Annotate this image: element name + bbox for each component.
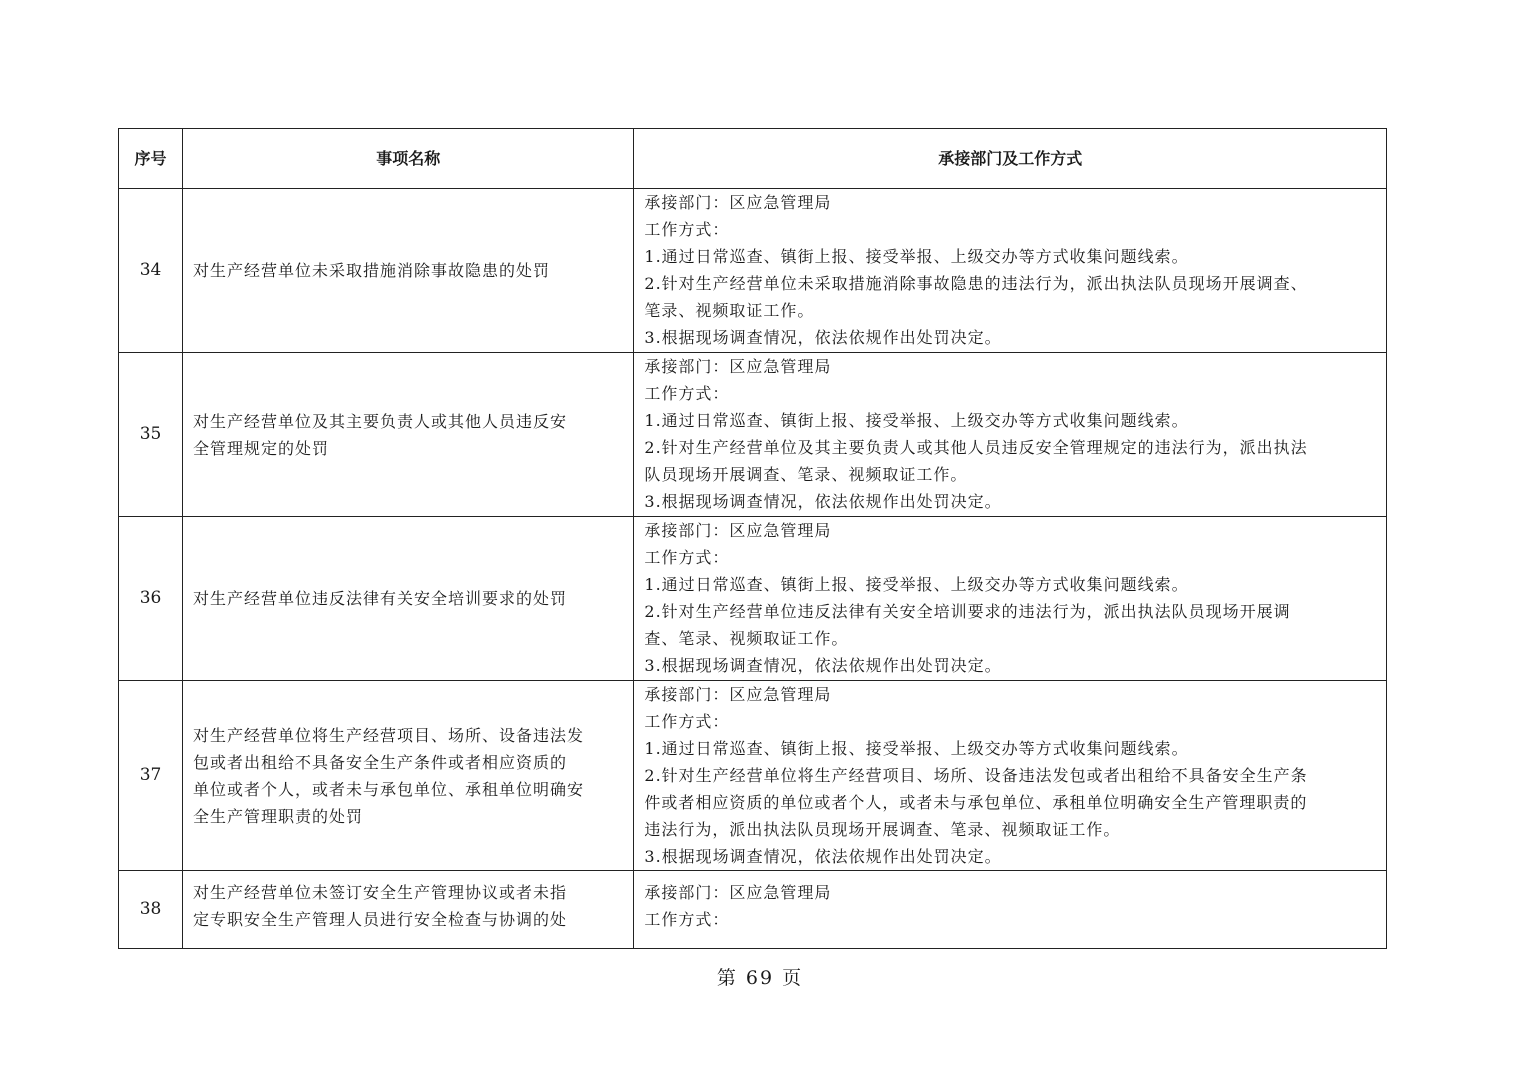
dept-line: 承接部门：区应急管理局 (644, 521, 832, 540)
item-name-line: 包或者出租给不具备安全生产条件或者相应资质的 (193, 752, 568, 772)
dept-line: 1.通过日常巡查、镇街上报、接受举报、上级交办等方式收集问题线索。 (644, 247, 1189, 266)
dept-line: 2.针对生产经营单位及其主要负责人或其他人员违反安全管理规定的违法行为，派出执法 (644, 438, 1308, 457)
item-name (183, 189, 634, 353)
dept-line: 3.根据现场调查情况，依法依规作出处罚决定。 (644, 847, 1002, 866)
dept-line: 3.根据现场调查情况，依法依规作出处罚决定。 (644, 492, 1002, 511)
dept-line: 违法行为，派出执法队员现场开展调查、笔录、视频取证工作。 (644, 820, 1121, 839)
dept-line: 笔录、视频取证工作。 (644, 301, 815, 320)
dept-line: 工作方式： (644, 384, 730, 403)
dept-line: 1.通过日常巡查、镇街上报、接受举报、上级交办等方式收集问题线索。 (644, 739, 1189, 758)
item-name (183, 353, 634, 517)
dept-and-method (634, 871, 1387, 949)
item-name-line: 全管理规定的处罚 (193, 438, 330, 458)
dept-line: 承接部门：区应急管理局 (644, 357, 832, 376)
dept-line: 件或者相应资质的单位或者个人，或者未与承包单位、承租单位明确安全生产管理职责的 (644, 793, 1308, 812)
dept-line: 承接部门：区应急管理局 (644, 685, 832, 704)
dept-line: 2.针对生产经营单位未采取措施消除事故隐患的违法行为，派出执法队员现场开展调查、 (644, 274, 1308, 293)
dept-and-method (634, 517, 1387, 681)
header-dept: 承接部门及工作方式 (634, 129, 1387, 189)
dept-line: 队员现场开展调查、笔录、视频取证工作。 (644, 465, 968, 484)
table-row (119, 189, 1387, 353)
header-name: 事项名称 (183, 129, 634, 189)
dept-line: 1.通过日常巡查、镇街上报、接受举报、上级交办等方式收集问题线索。 (644, 411, 1189, 430)
dept-line: 3.根据现场调查情况，依法依规作出处罚决定。 (644, 328, 1002, 347)
item-name (183, 517, 634, 681)
row-number: 34 (119, 189, 183, 353)
dept-and-method (634, 189, 1387, 353)
dept-line: 查、笔录、视频取证工作。 (644, 629, 849, 648)
items-table (118, 128, 1387, 949)
item-name (183, 871, 634, 949)
dept-and-method (634, 681, 1387, 871)
item-name-line: 对生产经营单位未签订安全生产管理协议或者未指 (193, 883, 568, 902)
item-name (183, 681, 634, 871)
item-name-line: 对生产经营单位未采取措施消除事故隐患的处罚 (193, 261, 551, 280)
table-header-row (119, 129, 1387, 189)
dept-line: 1.通过日常巡查、镇街上报、接受举报、上级交办等方式收集问题线索。 (644, 575, 1189, 594)
item-name-line: 对生产经营单位违反法律有关安全培训要求的处罚 (193, 589, 568, 608)
dept-line: 2.针对生产经营单位将生产经营项目、场所、设备违法发包或者出租给不具备安全生产条 (644, 766, 1308, 785)
item-name-line: 定专职安全生产管理人员进行安全检查与协调的处 (193, 910, 568, 929)
dept-line: 工作方式： (644, 220, 730, 239)
dept-line: 工作方式： (644, 910, 730, 929)
dept-line: 2.针对生产经营单位违反法律有关安全培训要求的违法行为，派出执法队员现场开展调 (644, 602, 1291, 621)
row-number: 37 (119, 681, 183, 871)
table-row (119, 517, 1387, 681)
header-no: 序号 (119, 129, 183, 189)
row-number: 38 (119, 871, 183, 949)
dept-line: 承接部门：区应急管理局 (644, 193, 832, 212)
item-name-line: 全生产管理职责的处罚 (193, 806, 364, 826)
dept-line: 3.根据现场调查情况，依法依规作出处罚决定。 (644, 656, 1002, 675)
dept-line: 工作方式： (644, 548, 730, 567)
item-name-line: 对生产经营单位及其主要负责人或其他人员违反安 (193, 411, 568, 431)
table-row (119, 681, 1387, 871)
row-number: 36 (119, 517, 183, 681)
table-row (119, 871, 1387, 949)
dept-and-method (634, 353, 1387, 517)
item-name-line: 单位或者个人，或者未与承包单位、承租单位明确安 (193, 779, 585, 799)
dept-line: 承接部门：区应急管理局 (644, 883, 832, 902)
item-name-line: 对生产经营单位将生产经营项目、场所、设备违法发 (193, 725, 585, 745)
dept-line: 工作方式： (644, 712, 730, 731)
row-number: 35 (119, 353, 183, 517)
page-number: 第 69 页 (716, 967, 804, 989)
table-row (119, 353, 1387, 517)
